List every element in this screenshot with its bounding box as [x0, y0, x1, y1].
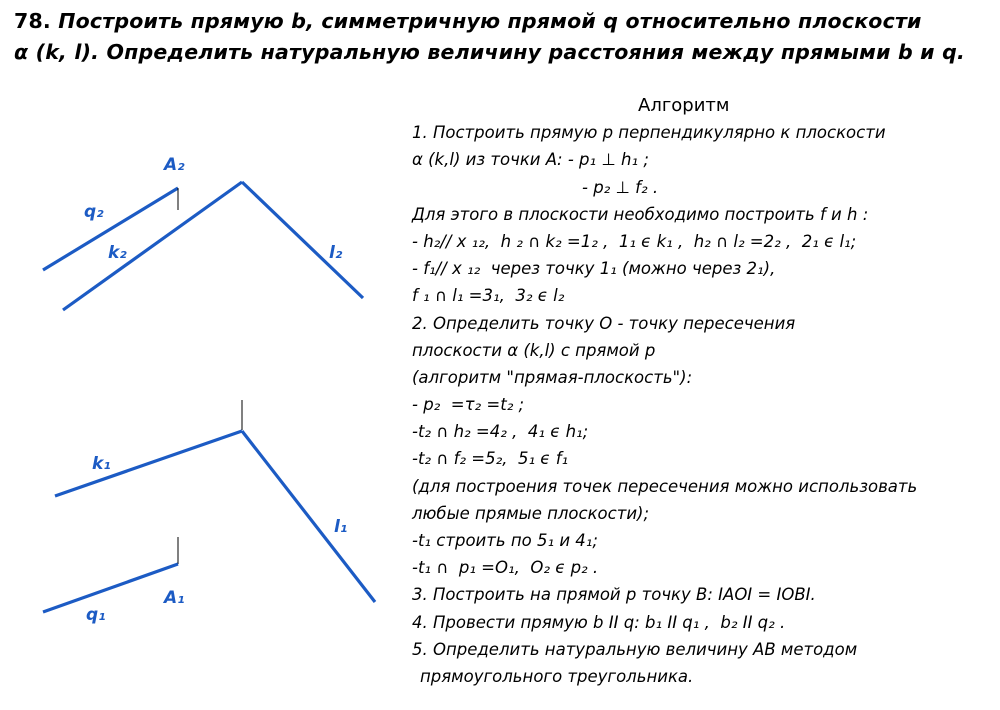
algorithm-block [412, 92, 997, 690]
line-l1 [242, 431, 375, 602]
algorithm-line: α (k,l) из точки А: - p₁ ⊥ h₁ ; [412, 150, 649, 170]
line-k1 [55, 431, 242, 496]
line-l2 [242, 182, 363, 298]
algorithm-line: любые прямые плоскости); [412, 503, 650, 523]
projection-drawing [0, 0, 400, 710]
algorithm-line: -t₁ строить по 5₁ и 4₁; [412, 531, 598, 550]
algorithm-line: - f₁// x ₁₂ через точку 1₁ (можно через 2₁), [412, 259, 776, 279]
algorithm-line: Для этого в плоскости необходимо построить f и h : [412, 204, 869, 224]
label-k1: k₁ [92, 454, 111, 474]
algorithm-line: 1. Построить прямую p перпендикулярно к плоскости [412, 123, 886, 143]
algorithm-line: 5. Определить натуральную величину АВ методом [412, 639, 858, 659]
algorithm-line: -t₁ ∩ p₁ =O₁, O₂ ϵ p₂ . [412, 558, 599, 578]
line-q1 [43, 564, 178, 612]
algorithm-line: плоскости α (k,l) с прямой p [412, 340, 656, 360]
algorithm-line: - h₂// x ₁₂, h ₂ ∩ k₂ =1₂ , 1₁ ϵ k₁ , h₂ ∩ l₂ =2₂ , 2₁ ϵ l₁; [412, 231, 857, 251]
problem-text-line1: Построить прямую b, симметричную прямой q относительно плоскости [58, 9, 922, 33]
algorithm-line: 4. Провести прямую b II q: b₁ II q₁ , b₂ II q₂ . [412, 612, 786, 632]
algorithm-line: - p₂ ⊥ f₂ . [582, 177, 659, 197]
label-k2: k₂ [108, 243, 127, 263]
problem-text-line2: α (k, l). Определить натуральную величину расстояния между прямыми b и q. [14, 40, 965, 64]
label-q1: q₁ [86, 605, 106, 625]
label-l2: l₂ [329, 243, 343, 263]
algorithm-heading: Алгоритм [638, 95, 730, 116]
algorithm-line: (для построения точек пересечения можно использовать [412, 476, 918, 496]
algorithm-line: (алгоритм "прямая-плоскость"): [412, 367, 693, 387]
algorithm-line: f ₁ ∩ l₁ =3₁, 3₂ ϵ l₂ [412, 286, 565, 306]
label-A1: A₁ [164, 588, 185, 608]
label-q2: q₂ [84, 202, 104, 222]
label-A2: A₂ [164, 155, 185, 175]
algorithm-line: - p₂ =τ₂ =t₂ ; [412, 395, 525, 415]
problem-number: 78. [14, 9, 51, 33]
algorithm-line: 3. Построить на прямой p точку В: IAOI = IOBI. [412, 585, 816, 605]
label-l1: l₁ [334, 517, 348, 537]
algorithm-line: -t₂ ∩ h₂ =4₂ , 4₁ ϵ h₁; [412, 422, 589, 442]
algorithm-line: -t₂ ∩ f₂ =5₂, 5₁ ϵ f₁ [412, 449, 569, 469]
algorithm-line: 2. Определить точку О - точку пересечения [412, 313, 796, 333]
algorithm-line: прямоугольного треугольника. [420, 666, 694, 686]
